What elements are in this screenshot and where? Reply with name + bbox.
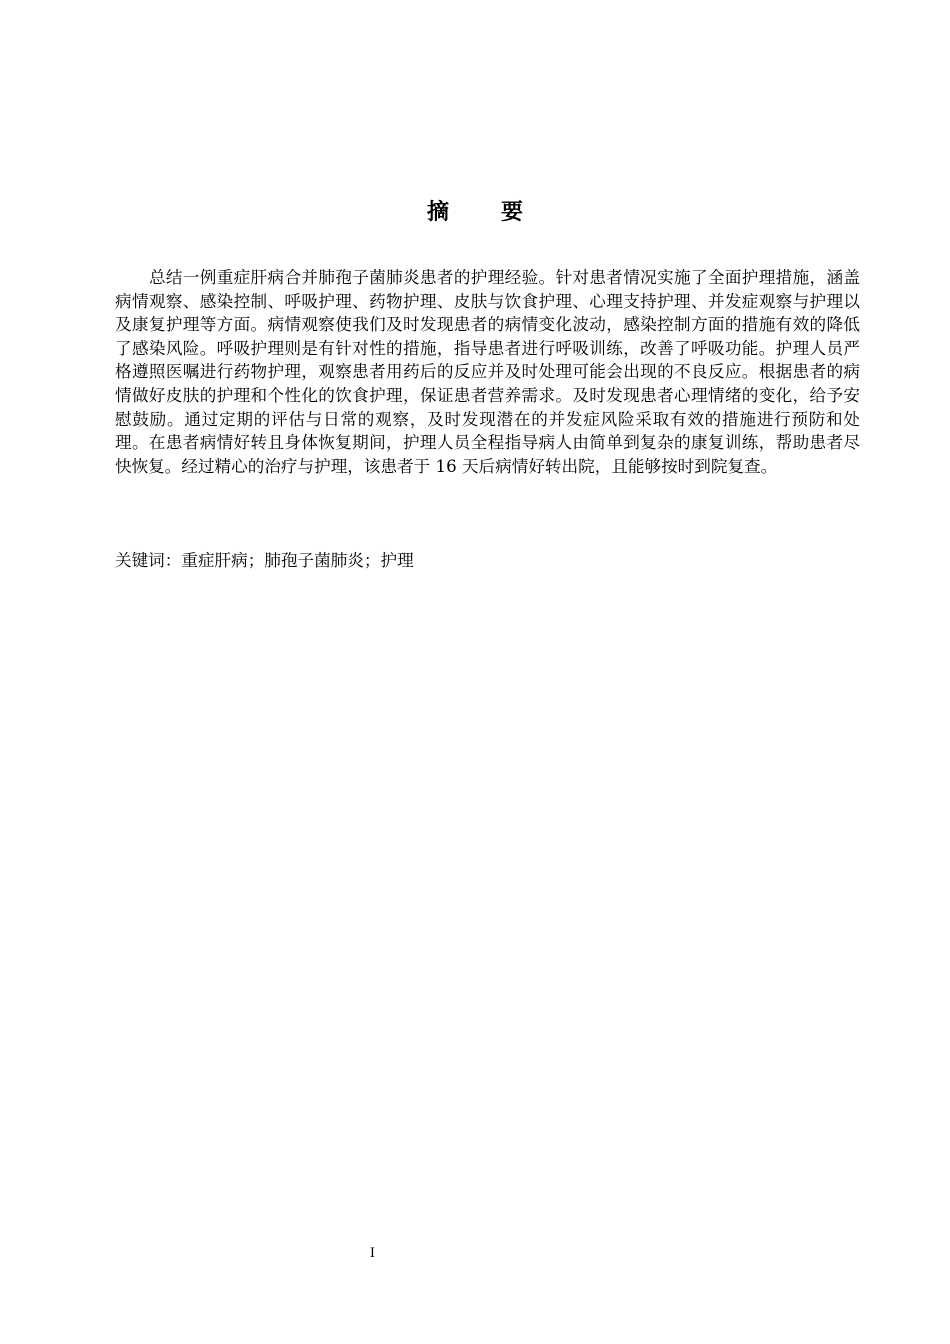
heading-char-1: 摘 <box>426 200 449 225</box>
keywords-items: 重症肝病；肺孢子菌肺炎；护理 <box>181 551 414 570</box>
heading-char-2: 要 <box>501 200 524 225</box>
keywords-label: 关键词： <box>115 551 182 570</box>
abstract-body: 总结一例重症肝病合并肺孢子菌肺炎患者的护理经验。针对患者情况实施了全面护理措施，涵盖病情观察、感染控制、呼吸护理、药物护理、皮肤与饮食护理、心理支持护理、并发症观察与护理以及康复护理等方面。病情观察使我们及时发现患者的病情变化波动，感染控制方面的措施有效的降低了感染风险。呼吸护理则是有针对性的措施，指导患者进行呼吸训练，改善了呼吸功能。护理人员严格遵照医嘱进行药物护理，观察患者用药后的反应并及时处理可能会出现的不良反应。根据患者的病情做好皮肤的护理和个性化的饮食护理，保证患者营养需求。及时发现患者心理情绪的变化，给予安慰鼓励。通过定期的评估与日常的观察，及时发现潜在的并发症风险采取有效的措施进行预防和处理。在患者病情好转且身体恢复期间，护理人员全程指导病人由简单到复杂的康复训练，帮助患者尽快恢复。经过精心的治疗与护理，该患者于 16 天后病情好转出院，且能够按时到院复查。 <box>115 268 860 476</box>
page-number: I <box>369 1246 376 1261</box>
abstract-heading <box>0 198 950 228</box>
keywords-line <box>115 549 860 573</box>
